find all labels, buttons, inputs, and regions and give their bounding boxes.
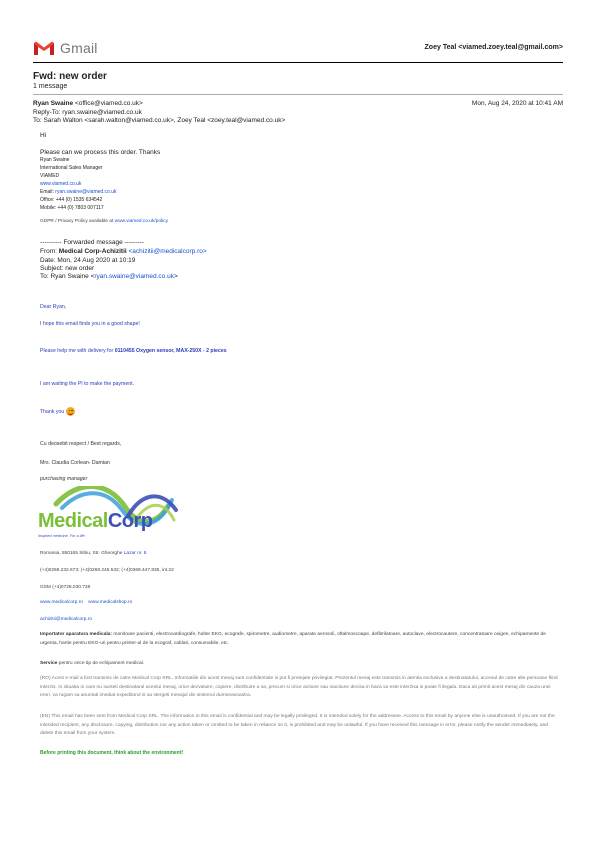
sig-website-link[interactable]: www.viamed.co.uk [40,181,82,187]
sig-email [40,189,117,195]
sig-company: VIAMED [40,173,60,179]
thread-subject: Fwd: new order [33,71,107,82]
logo-wordmark [38,510,153,533]
account-label: Zoey Teal <viamed.zoey.teal@gmail.com> [424,44,563,51]
logo-part-medical: Medical [38,510,108,532]
logo-part-corp: Corp [107,510,153,532]
message-from [33,100,143,107]
forward-separator: ---------- Forwarded message --------- [40,239,144,246]
app-name: Gmail [60,40,98,56]
forward-date: Date: Mon, 24 Aug 2020 at 10:19 [40,257,136,264]
environment-notice: Before printing this document, think about the environment! [40,750,184,756]
forward-to [40,273,178,280]
importer-text: monitoare pacienti, electrocardiografe, holter EKG, ecografe, spirometre, audiometre, aparate aerosoli, oftalmoscoape, defibrilatoare, autoclave, electrocautere, concentratoare oxigen, echipamente de urgenta, hartie pentru EKG-uri pentru printer-ul de la ecograf, cablari, consumabile, etc. [40,632,546,646]
gdpr-text: GDPR / Privacy Policy available at [40,219,114,224]
sig-mobile: Mobile: +44 (0) 7803 007117 [40,205,104,211]
from-email: <office@viamed.co.uk> [74,100,143,107]
dear-line: Dear Ryan, [40,304,67,310]
disclaimer-en: (EN) This email has been sent from Medical Corp SRL. The information in this email is confidential and may be legally privileged. It is intended solely for the addressee. Access to this email by anyone else is unauthorised. If you are not the intended recipient, any disclosure, copying, distribution nor any action taken or omitted to be taken in reliance on it, is prohibited and may be unlawful. If you have received this message in error, please notify the sender immediately, and delete this email from your system. [40,714,555,737]
to-line: To: Sarah Walton <sarah.walton@viamed.co.uk>, Zoey Teal <zoey.teal@viamed.co.uk> [33,117,286,124]
forward-to-suffix: > [173,273,178,280]
forward-from-email[interactable]: <achizitii@medicalcorp.ro> [128,248,207,255]
importer-label: Importator aparatura medicala: [40,632,113,637]
service-paragraph [40,660,560,669]
address-link[interactable]: Lazar nr. 8 [123,551,147,556]
greeting: Hi [40,132,47,139]
request-line [40,348,227,354]
from-name: Ryan Swaine [33,100,74,107]
request-prefix: Please help me with delivery for [40,348,114,354]
gdpr-link[interactable]: www.viamed.co.uk/policy [114,219,168,224]
thanks-line [40,407,75,416]
waiting-line: I am waiting the PI to make the payment. [40,381,134,387]
company-websites [40,600,132,605]
sender-role: purchasing manager [40,476,88,482]
regards-line: Cu deosebit respect / Best regards, [40,441,122,447]
gmail-logo-icon [33,40,55,56]
forward-to-email[interactable]: ryan.swaine@viamed.co.uk [94,273,174,280]
website-link-2[interactable]: www.medicalshop.ro [88,600,133,605]
importer-paragraph [40,631,560,648]
forward-from-name: Medical Corp-Achizitii [58,248,127,255]
service-text: pentru orice tip de echipament medical. [58,661,145,666]
website-link-1[interactable]: www.medicalcorp.ro [40,600,83,605]
sig-email-label: Email: [40,189,54,195]
company-email-link[interactable]: achizitii@medicalcorp.ro [40,617,93,622]
company-email [40,617,92,622]
request-item: 0110455 Oxygen sensor, MAX-250X - 2 pieces [114,348,227,354]
company-gsm: GSM (+4)0728.030.738 [40,585,91,590]
sig-name: Ryan Swaine [40,157,70,163]
smiley-icon [66,407,75,416]
sig-title: International Sales Manager [40,165,103,171]
hope-line: I hope this email finds you in a good shape! [40,321,140,327]
header-divider [33,62,563,63]
message-count: 1 message [33,83,68,90]
intro-text: Please can we process this order. Thanks [40,149,161,156]
logo-tagline: Inspired medicine. For a life [38,534,85,538]
sig-email-link[interactable]: ryan.swaine@viamed.co.uk [55,189,117,195]
forward-subject: Subject: new order [40,265,95,272]
sig-office: Office: +44 (0) 1535 634542 [40,197,103,203]
disclaimer-ro: (RO) Acest e-mail a fost transmis de catre Medical Corp SRL. Informatiile din acest mesaj sunt confidentiale si pot fi protejate privilegiat. Prezentul mesaj este transmis in atentia exclusiva a destinatarului, accesul de catre alte persoane fiind interzis. In situatia in care nu sunteti destinatarul acestui mesaj, orice dezvaluire, copiere, distribuire a sa, precum si orice actiune sau inactiune decisa in baza sa este interzisa si poate fi ilegala. Daca ati primit acest mesaj din cauza unei erori, va rugam sa anuntati imediat expeditorul si sa stergeti mesajul din sistemul dumneavoastra. [40,676,558,699]
reply-to: Reply-To: ryan.swaine@viamed.co.uk [33,109,142,116]
company-address [40,551,146,556]
forward-to-prefix: To: Ryan Swaine < [40,273,95,280]
gdpr-line [40,219,168,224]
thanks-text: Thank you [40,408,65,415]
message-date: Mon, Aug 24, 2020 at 10:41 AM [471,100,563,107]
forward-from [40,248,207,255]
company-phones: (+4)0269.232.673; (+4)0269.245.532; (+4)0369.447.835, int.22 [40,568,174,573]
address-text: Romania, 550165 Sibiu, Str. Gheorghe [40,551,123,556]
forward-from-label: From: [40,248,57,255]
sender-name: Mrs. Claudia Corlean- Damian [40,460,110,466]
service-label: Service [40,661,58,666]
subject-divider [33,94,563,95]
